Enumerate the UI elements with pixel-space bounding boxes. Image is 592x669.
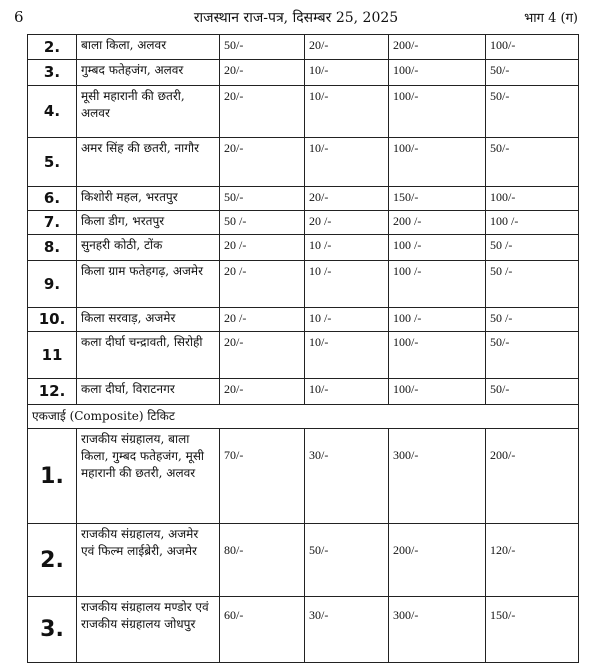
fee-value: 200/- bbox=[389, 524, 486, 597]
monument-name: बाला किला, अलवर bbox=[77, 35, 220, 60]
serial-number: 5. bbox=[28, 138, 77, 187]
serial-number: 11 bbox=[28, 332, 77, 379]
monument-name: राजकीय संग्रहालय, बाला किला, गुम्बद फतेहजंग, मूसी महारानी की छतरी, अलवर bbox=[77, 429, 220, 524]
serial-number: 3. bbox=[28, 60, 77, 86]
fee-value: 20 /- bbox=[220, 235, 305, 261]
fee-value: 20 /- bbox=[305, 211, 389, 235]
fee-value: 10 /- bbox=[305, 308, 389, 332]
fee-value: 100 /- bbox=[389, 235, 486, 261]
gazette-part: भाग 4 (ग) bbox=[524, 11, 578, 26]
table-row bbox=[28, 138, 579, 187]
fee-value: 20/- bbox=[220, 138, 305, 187]
fee-value: 300/- bbox=[389, 429, 486, 524]
fee-value: 100/- bbox=[389, 60, 486, 86]
fee-value: 100/- bbox=[389, 379, 486, 405]
fee-value: 20/- bbox=[220, 86, 305, 138]
table-row bbox=[28, 35, 579, 60]
table-row bbox=[28, 429, 579, 524]
fee-value: 300/- bbox=[389, 597, 486, 663]
serial-number: 2. bbox=[28, 35, 77, 60]
serial-number: 10. bbox=[28, 308, 77, 332]
fee-value: 100/- bbox=[389, 86, 486, 138]
fee-value: 50 /- bbox=[486, 308, 579, 332]
monument-name: गुम्बद फतेहजंग, अलवर bbox=[77, 60, 220, 86]
fee-value: 50/- bbox=[305, 524, 389, 597]
fee-value: 30/- bbox=[305, 597, 389, 663]
fee-value: 200/- bbox=[389, 35, 486, 60]
serial-number: 3. bbox=[28, 597, 77, 663]
monument-name: राजकीय संग्रहालय, अजमेर एवं फिल्म लाईब्रेरी, अजमेर bbox=[77, 524, 220, 597]
fee-value: 20/- bbox=[305, 187, 389, 211]
table-row bbox=[28, 597, 579, 663]
fee-value: 200/- bbox=[486, 429, 579, 524]
table-row bbox=[28, 332, 579, 379]
fee-value: 50 /- bbox=[220, 211, 305, 235]
fee-value: 50/- bbox=[486, 86, 579, 138]
fee-value: 20/- bbox=[305, 35, 389, 60]
table-row bbox=[28, 187, 579, 211]
fee-value: 200 /- bbox=[389, 211, 486, 235]
serial-number: 4. bbox=[28, 86, 77, 138]
table-row bbox=[28, 86, 579, 138]
table-row bbox=[28, 235, 579, 261]
ticket-fee-table bbox=[27, 34, 579, 663]
fee-value: 10 /- bbox=[305, 235, 389, 261]
fee-value: 100/- bbox=[486, 187, 579, 211]
fee-value: 50/- bbox=[220, 187, 305, 211]
fee-value: 100 /- bbox=[389, 308, 486, 332]
page-header bbox=[14, 8, 578, 30]
fee-value: 100 /- bbox=[486, 211, 579, 235]
fee-value: 60/- bbox=[220, 597, 305, 663]
table-row bbox=[28, 261, 579, 308]
serial-number: 1. bbox=[28, 429, 77, 524]
fee-value: 50/- bbox=[486, 332, 579, 379]
fee-value: 30/- bbox=[305, 429, 389, 524]
composite-ticket-heading: एकजाई (Composite) टिकिट bbox=[28, 405, 579, 429]
fee-value: 50/- bbox=[486, 60, 579, 86]
monument-name: अमर सिंह की छतरी, नागौर bbox=[77, 138, 220, 187]
monument-name: कला दीर्घा, विराटनगर bbox=[77, 379, 220, 405]
monument-name: किशोरी महल, भरतपुर bbox=[77, 187, 220, 211]
gazette-title: राजस्थान राज-पत्र, दिसम्बर 25, 2025 bbox=[193, 10, 399, 26]
fee-value: 20 /- bbox=[220, 261, 305, 308]
monument-name: राजकीय संग्रहालय मण्डोर एवं राजकीय संग्रहालय जोधपुर bbox=[77, 597, 220, 663]
serial-number: 8. bbox=[28, 235, 77, 261]
fee-value: 150/- bbox=[486, 597, 579, 663]
monument-name: सुनहरी कोठी, टोंक bbox=[77, 235, 220, 261]
monument-name: किला ग्राम फतेहगढ़, अजमेर bbox=[77, 261, 220, 308]
fee-value: 120/- bbox=[486, 524, 579, 597]
page-number: 6 bbox=[14, 8, 24, 26]
fee-value: 20 /- bbox=[220, 308, 305, 332]
table-row bbox=[28, 60, 579, 86]
monument-name: किला सरवाड़, अजमेर bbox=[77, 308, 220, 332]
table-row bbox=[28, 524, 579, 597]
fee-value: 100/- bbox=[389, 138, 486, 187]
monument-name: किला डीग, भरतपुर bbox=[77, 211, 220, 235]
fee-value: 10/- bbox=[305, 138, 389, 187]
fee-value: 100 /- bbox=[389, 261, 486, 308]
serial-number: 2. bbox=[28, 524, 77, 597]
serial-number: 6. bbox=[28, 187, 77, 211]
fee-value: 50 /- bbox=[486, 235, 579, 261]
fee-value: 80/- bbox=[220, 524, 305, 597]
monument-name: मूसी महारानी की छतरी, अलवर bbox=[77, 86, 220, 138]
fee-value: 100/- bbox=[389, 332, 486, 379]
fee-value: 10 /- bbox=[305, 261, 389, 308]
fee-value: 20/- bbox=[220, 60, 305, 86]
fee-value: 10/- bbox=[305, 86, 389, 138]
fee-value: 50 /- bbox=[486, 261, 579, 308]
fee-value: 150/- bbox=[389, 187, 486, 211]
serial-number: 9. bbox=[28, 261, 77, 308]
table-row bbox=[28, 211, 579, 235]
table-row bbox=[28, 379, 579, 405]
monument-name: कला दीर्घा चन्द्रावती, सिरोही bbox=[77, 332, 220, 379]
fee-value: 10/- bbox=[305, 379, 389, 405]
fee-value: 100/- bbox=[486, 35, 579, 60]
fee-value: 50/- bbox=[220, 35, 305, 60]
serial-number: 12. bbox=[28, 379, 77, 405]
table-row bbox=[28, 308, 579, 332]
section-heading-row bbox=[28, 405, 579, 429]
serial-number: 7. bbox=[28, 211, 77, 235]
fee-value: 50/- bbox=[486, 379, 579, 405]
fee-value: 70/- bbox=[220, 429, 305, 524]
fee-value: 50/- bbox=[486, 138, 579, 187]
fee-value: 10/- bbox=[305, 332, 389, 379]
fee-value: 20/- bbox=[220, 332, 305, 379]
fee-value: 20/- bbox=[220, 379, 305, 405]
fee-value: 10/- bbox=[305, 60, 389, 86]
